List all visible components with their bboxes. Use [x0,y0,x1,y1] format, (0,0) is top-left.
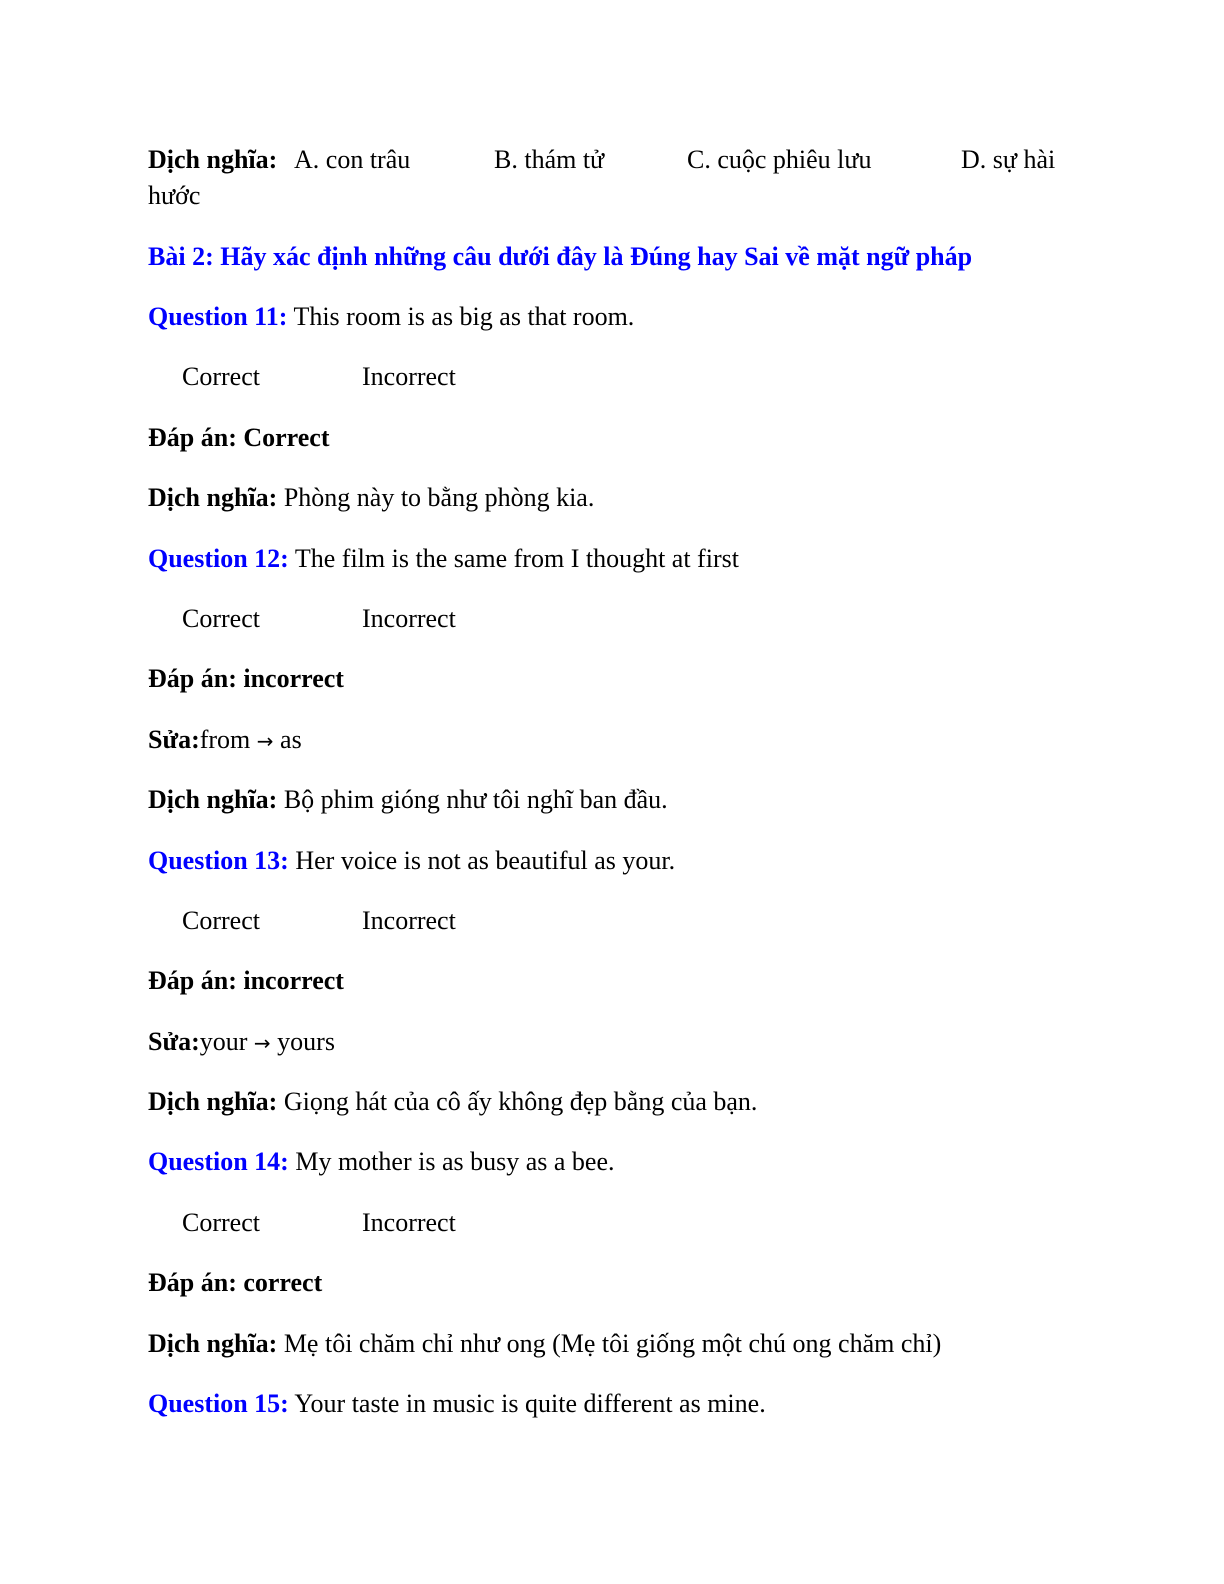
translation-text: Phòng này to bằng phòng kia. [277,483,595,512]
question-label: Question 15: [148,1389,289,1418]
translation-label: Dịch nghĩa: [148,785,278,814]
translation-label: Dịch nghĩa: [148,1329,278,1358]
translation-label: Dịch nghĩa: [148,483,278,512]
translation [148,782,668,818]
option-correct[interactable]: Correct [182,1208,260,1237]
correction-label: Sửa: [148,1027,200,1056]
question-label: Question 12: [148,544,289,573]
question-13 [148,843,675,879]
question-text: The film is the same from I thought at first [288,544,739,573]
option-incorrect[interactable]: Incorrect [362,604,456,633]
question-label: Question 13: [148,846,289,875]
question-11 [148,299,634,335]
translation-label: Dịch nghĩa: [148,1087,278,1116]
answer: Đáp án: Correct [148,423,330,452]
option-correct[interactable]: Correct [182,906,260,935]
question-15 [148,1386,766,1422]
translation-option-d: D. sự hài [961,145,1056,174]
question-label: Question 11: [148,302,288,331]
correction-label: Sửa: [148,725,200,754]
correction [148,722,302,759]
prev-translation [148,142,1088,178]
translation-option-b: B. thám tử [494,145,605,174]
translation-option-c: C. cuộc phiêu lưu [687,145,872,174]
question-text: Your taste in music is quite different as mine. [288,1389,766,1418]
arrow-icon: → [253,1031,271,1055]
translation-option-a: A. con trâu [294,145,411,174]
option-correct[interactable]: Correct [182,362,260,391]
option-incorrect[interactable]: Incorrect [362,362,456,391]
translation [148,1326,941,1362]
correction-to: as [280,725,302,754]
translation-text: Giọng hát của cô ấy không đẹp bằng của bạn. [277,1087,758,1116]
question-14 [148,1144,615,1180]
question-text: My mother is as busy as a bee. [288,1147,615,1176]
section-title: Bài 2: Hãy xác định những câu dưới đây là Đúng hay Sai về mặt ngữ pháp [148,242,973,271]
correction-from: from [199,725,251,754]
answer: Đáp án: correct [148,1268,323,1297]
question-text: This room is as big as that room. [287,302,635,331]
translation-text: Mẹ tôi chăm chỉ như ong (Mẹ tôi giống một chú ong chăm chỉ) [277,1329,942,1358]
question-12 [148,541,739,577]
option-correct[interactable]: Correct [182,604,260,633]
translation [148,1084,757,1120]
correction [148,1024,335,1061]
option-incorrect[interactable]: Incorrect [362,906,456,935]
translation-label: Dịch nghĩa: [148,145,278,174]
question-label: Question 14: [148,1147,289,1176]
answer: Đáp án: incorrect [148,664,344,693]
correction-from: your [199,1027,248,1056]
arrow-icon: → [256,729,274,753]
question-text: Her voice is not as beautiful as your. [288,846,676,875]
option-incorrect[interactable]: Incorrect [362,1208,456,1237]
translation-text: Bộ phim gióng như tôi nghĩ ban đầu. [277,785,668,814]
correction-to: yours [277,1027,335,1056]
translation [148,480,594,516]
answer: Đáp án: incorrect [148,966,344,995]
translation-option-d-continued: hước [148,181,201,210]
